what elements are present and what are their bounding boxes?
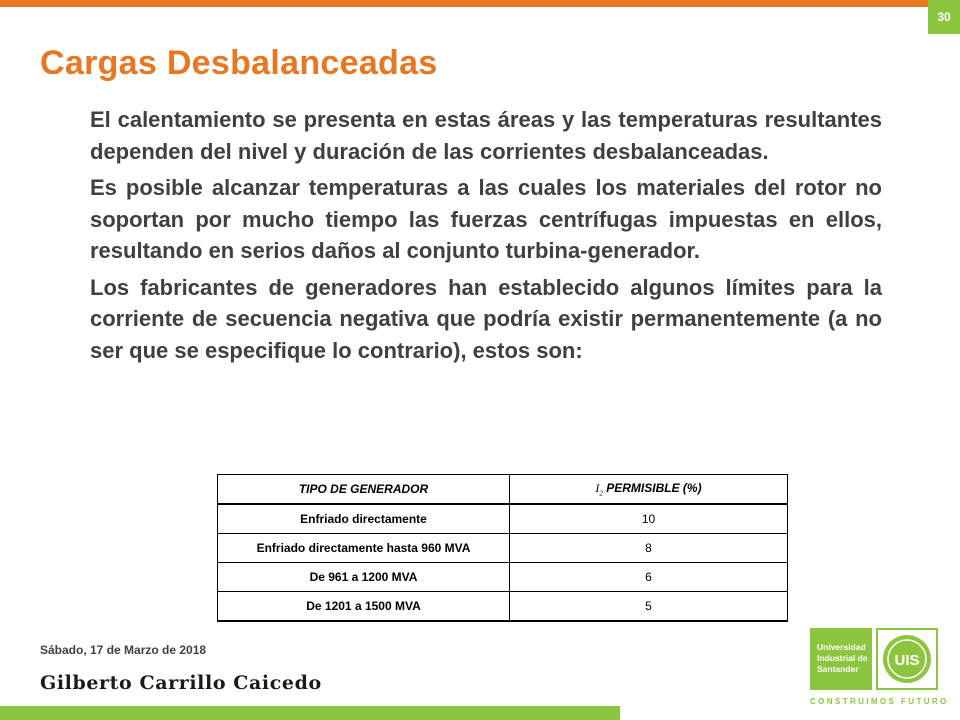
slide-number: 30 bbox=[928, 0, 960, 34]
cell-generator-type: De 1201 a 1500 MVA bbox=[218, 592, 510, 622]
uis-seal-icon bbox=[876, 628, 938, 690]
cell-permissible-value: 10 bbox=[510, 504, 788, 534]
generator-limits-table bbox=[217, 474, 788, 622]
cell-generator-type: De 961 a 1200 MVA bbox=[218, 563, 510, 592]
table-row bbox=[218, 534, 788, 563]
logo-motto: CONSTRUIMOS FUTURO bbox=[810, 697, 949, 706]
table-row bbox=[218, 563, 788, 592]
header-i2-permissible: $I_2$ PERMISIBLE (%) bbox=[510, 475, 788, 505]
bottom-accent-bar bbox=[0, 706, 620, 720]
table-row bbox=[218, 592, 788, 622]
table-row bbox=[218, 504, 788, 534]
paragraph-limits: Los fabricantes de generadores han establecido algunos límites para la corriente de secuencia negativa que podría existir permanentemente (a no ser que se especifique lo contrario), estos son: bbox=[90, 274, 882, 363]
paragraph-rotor: Es posible alcanzar temperaturas a las cuales los materiales del rotor no soportan por mucho tiempo las fuerzas centrífugas impuestas en ellos, resultando en serios daños al conjunto turbina-generador. bbox=[90, 175, 882, 263]
footer-author: Gilberto Carrillo Caicedo bbox=[40, 672, 322, 694]
slide-title: Cargas Desbalanceadas bbox=[40, 44, 438, 82]
body-text bbox=[90, 104, 882, 371]
footer-date: Sábado, 17 de Marzo de 2018 bbox=[40, 643, 207, 657]
svg-text:UIS: UIS bbox=[894, 652, 920, 669]
header-generator-type: TIPO DE GENERADOR bbox=[218, 475, 510, 505]
university-logo: Universidad Industrial de Santander bbox=[810, 628, 872, 690]
cell-generator-type: Enfriado directamente hasta 960 MVA bbox=[218, 534, 510, 563]
cell-permissible-value: 6 bbox=[510, 563, 788, 592]
table-header-row bbox=[218, 475, 788, 505]
top-accent-bar bbox=[0, 0, 960, 7]
cell-permissible-value: 8 bbox=[510, 534, 788, 563]
cell-permissible-value: 5 bbox=[510, 592, 788, 622]
paragraph-heating: El calentamiento se presenta en estas áreas y las temperaturas resultantes dependen del nivel y duración de las corrientes desbalanceadas. bbox=[90, 107, 882, 164]
i2-symbol: $I_2$ bbox=[595, 480, 603, 498]
cell-generator-type: Enfriado directamente bbox=[218, 504, 510, 534]
